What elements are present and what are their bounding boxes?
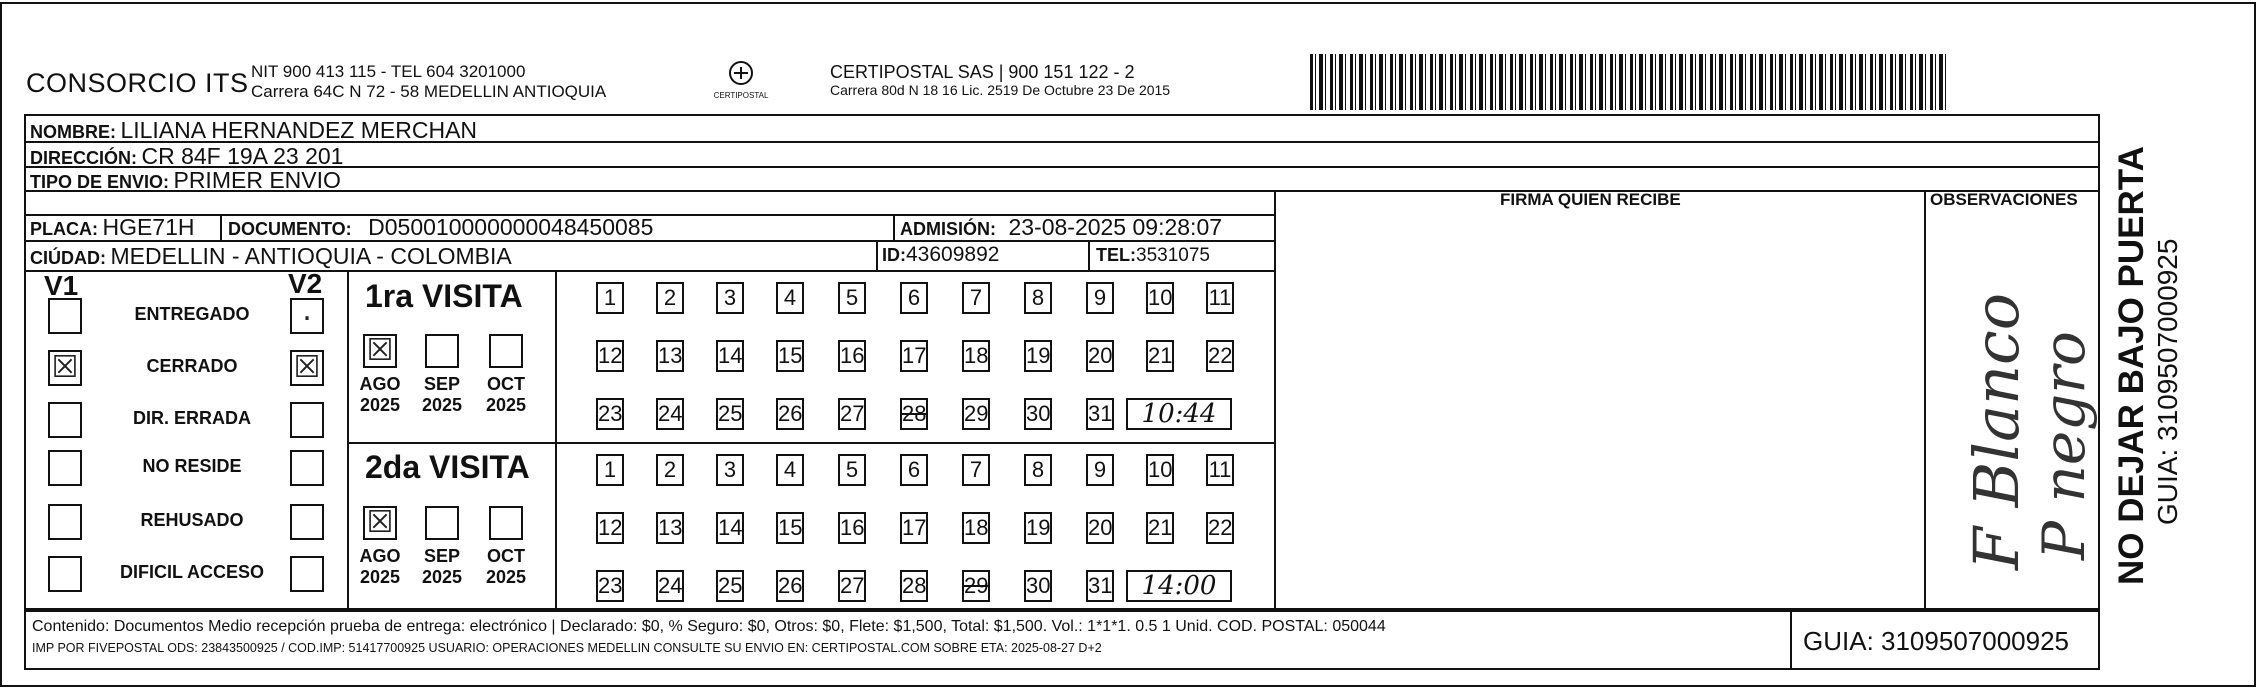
first-visit-day-21[interactable]: 21 <box>1146 340 1174 372</box>
second-visit-day-27[interactable]: 27 <box>838 570 866 602</box>
partner-info <box>830 62 1170 99</box>
direccion-label: DIRECCIÓN: <box>30 148 137 168</box>
nombre-value: LILIANA HERNANDEZ MERCHAN <box>120 117 478 143</box>
direccion-row <box>30 143 343 170</box>
second-visit-day-10[interactable]: 10 <box>1146 454 1174 486</box>
company-nit: NIT 900 413 115 - TEL 604 3201000 <box>251 62 526 81</box>
second-visit-day-31[interactable]: 31 <box>1086 570 1114 602</box>
nombre-row <box>30 117 477 144</box>
admision-value: 23-08-2025 09:28:07 <box>1008 214 1223 240</box>
v2-checkbox[interactable] <box>290 504 324 540</box>
status-label: DIFICIL ACCESO <box>119 562 264 582</box>
first-visit-day-17[interactable]: 17 <box>900 340 928 372</box>
v2-checkbox[interactable] <box>290 402 324 438</box>
logo-emblem-icon <box>726 60 756 86</box>
second-visit-day-29[interactable]: 29 <box>962 570 990 602</box>
barcode <box>1310 54 1950 110</box>
ciudad-label: CIÚDAD: <box>30 248 106 268</box>
first-visit-day-27[interactable]: 27 <box>838 398 866 430</box>
first-visit-time: 10:44 <box>1126 398 1232 430</box>
ciudad-row <box>30 243 512 270</box>
second-visit-day-2[interactable]: 2 <box>656 454 684 486</box>
documento-value: D050010000000048450085 <box>368 214 654 240</box>
second-visit-day-18[interactable]: 18 <box>962 512 990 544</box>
v1-header: V1 <box>44 270 79 301</box>
first-visit-day-3[interactable]: 3 <box>716 282 744 314</box>
v2-header: V2 <box>288 268 323 299</box>
v1-checkbox[interactable] <box>48 298 82 334</box>
status-label: CERRADO <box>146 356 238 376</box>
id-row <box>882 243 999 267</box>
first-visit-day-7[interactable]: 7 <box>962 282 990 314</box>
tipo-label: TIPO DE ENVIO: <box>30 172 170 192</box>
first-visit-day-2[interactable]: 2 <box>656 282 684 314</box>
documento-label: DOCUMENTO: <box>228 219 352 239</box>
month-year: 2025 <box>485 395 527 415</box>
second-visit-month-label <box>483 546 529 588</box>
no-dejar-warning: NO DEJAR BAJO PUERTA <box>2112 146 2151 585</box>
first-visit-month-label <box>357 374 403 416</box>
company-info <box>251 62 606 102</box>
first-visit-day-18[interactable]: 18 <box>962 340 990 372</box>
tipo-row <box>30 167 341 194</box>
v1-checkbox[interactable] <box>48 504 82 540</box>
second-visit-month-checkbox[interactable] <box>489 506 523 540</box>
v2-checkbox[interactable] <box>290 450 324 486</box>
first-visit-month-mark: ☒ <box>366 333 394 368</box>
second-visit-day-7[interactable]: 7 <box>962 454 990 486</box>
observaciones-label: OBSERVACIONES <box>1930 190 2078 209</box>
first-visit-day-28[interactable]: 28 <box>900 398 928 430</box>
documento-row <box>228 214 653 241</box>
footer-imp: IMP POR FIVEPOSTAL ODS: 23843500925 / COD.IMP: 51417700925 USUARIO: OPERACIONES MEDELLIN CONSULTE SU ENVIO EN: CERTIPOSTAL.COM SOBRE ETA: 2025-08-27 D+2 <box>32 641 1102 655</box>
second-visit-title: 2da VISITA <box>365 449 530 485</box>
first-visit-day-22[interactable]: 22 <box>1206 340 1234 372</box>
second-visit-day-26[interactable]: 26 <box>776 570 804 602</box>
second-visit-month-label <box>357 546 403 588</box>
first-visit-month-label <box>483 374 529 416</box>
first-visit-day-16[interactable]: 16 <box>838 340 866 372</box>
second-visit-day-24[interactable]: 24 <box>656 570 684 602</box>
second-visit-day-4[interactable]: 4 <box>776 454 804 486</box>
first-visit-day-23[interactable]: 23 <box>596 398 624 430</box>
second-visit-day-5[interactable]: 5 <box>838 454 866 486</box>
second-visit-day-9[interactable]: 9 <box>1086 454 1114 486</box>
placa-value: HGE71H <box>102 214 195 240</box>
id-label: ID: <box>882 245 906 265</box>
first-visit-day-10[interactable]: 10 <box>1146 282 1174 314</box>
first-visit-day-29[interactable]: 29 <box>962 398 990 430</box>
month-year: 2025 <box>485 567 527 587</box>
second-visit-time: 14:00 <box>1126 570 1232 602</box>
second-visit-month-mark: ☒ <box>366 505 394 540</box>
second-visit-day-12[interactable]: 12 <box>596 512 624 544</box>
month-year: 2025 <box>421 395 463 415</box>
first-visit-month-checkbox[interactable] <box>425 334 459 368</box>
tel-value: 3531075 <box>1136 245 1210 266</box>
month-name: SEP <box>423 374 461 394</box>
first-visit-day-25[interactable]: 25 <box>716 398 744 430</box>
tel-label: TEL: <box>1096 245 1136 265</box>
first-visit-day-14[interactable]: 14 <box>716 340 744 372</box>
second-visit-day-1[interactable]: 1 <box>596 454 624 486</box>
status-label: REHUSADO <box>140 510 244 530</box>
first-visit-day-6[interactable]: 6 <box>900 282 928 314</box>
second-visit-day-19[interactable]: 19 <box>1024 512 1052 544</box>
ciudad-value: MEDELLIN - ANTIOQUIA - COLOMBIA <box>110 243 512 269</box>
certipostal-logo <box>712 60 770 104</box>
first-visit-day-11[interactable]: 11 <box>1206 282 1234 314</box>
second-visit-month-label <box>419 546 465 588</box>
first-visit-day-24[interactable]: 24 <box>656 398 684 430</box>
v1-checkbox[interactable] <box>48 402 82 438</box>
second-visit-day-20[interactable]: 20 <box>1086 512 1114 544</box>
second-visit-day-30[interactable]: 30 <box>1024 570 1052 602</box>
id-value: 43609892 <box>906 243 1000 266</box>
admision-row <box>900 214 1222 241</box>
nombre-label: NOMBRE: <box>30 122 116 142</box>
month-name: SEP <box>423 546 461 566</box>
v2-checkbox[interactable] <box>290 556 324 592</box>
partner-address: Carrera 80d N 18 16 Lic. 2519 De Octubre 23 De 2015 <box>830 82 1171 98</box>
month-name: OCT <box>487 374 525 394</box>
v1-checkbox[interactable] <box>48 450 82 486</box>
status-label: DIR. ERRADA <box>132 408 251 428</box>
placa-label: PLACA: <box>30 219 98 239</box>
status-label: ENTREGADO <box>134 304 250 324</box>
footer-contenido: Contenido: Documentos Medio recepción prueba de entrega: electrónico | Declarado: $0, % Seguro: $0, Otros: $0, Flete: $1,500, Total: $1,500. Vol.: 1*1*1. 0.5 1 Unid. COD. POSTAL: 050044 <box>32 618 1386 635</box>
second-visit-day-11[interactable]: 11 <box>1206 454 1234 486</box>
company-name: CONSORCIO ITS <box>26 68 249 98</box>
first-visit-day-12[interactable]: 12 <box>596 340 624 372</box>
first-visit-day-20[interactable]: 20 <box>1086 340 1114 372</box>
partner-name: CERTIPOSTAL SAS | 900 151 122 - 2 <box>830 62 1135 82</box>
admision-label: ADMISIÓN: <box>900 219 996 239</box>
first-visit-day-8[interactable]: 8 <box>1024 282 1052 314</box>
footer-guia: GUIA: 3109507000925 <box>1803 626 2069 656</box>
first-visit-day-13[interactable]: 13 <box>656 340 684 372</box>
firma-label: FIRMA QUIEN RECIBE <box>1500 190 1681 209</box>
second-visit-month-checkbox[interactable] <box>425 506 459 540</box>
month-year: 2025 <box>359 567 401 587</box>
month-year: 2025 <box>421 567 463 587</box>
status-label: NO RESIDE <box>142 456 242 476</box>
v1-checkbox[interactable] <box>48 556 82 592</box>
month-year: 2025 <box>359 395 401 415</box>
month-name: AGO <box>359 374 401 394</box>
second-visit-day-15[interactable]: 15 <box>776 512 804 544</box>
v2-check-mark: ☒ <box>293 350 321 385</box>
month-name: OCT <box>487 546 525 566</box>
second-visit-day-13[interactable]: 13 <box>656 512 684 544</box>
first-visit-day-5[interactable]: 5 <box>838 282 866 314</box>
first-visit-day-4[interactable]: 4 <box>776 282 804 314</box>
tipo-value: PRIMER ENVIO <box>173 167 341 193</box>
first-visit-month-checkbox[interactable] <box>489 334 523 368</box>
company-address: Carrera 64C N 72 - 58 MEDELLIN ANTIOQUIA <box>251 82 607 101</box>
side-guia: GUIA: 3109507000925 <box>2152 238 2183 525</box>
second-visit-day-25[interactable]: 25 <box>716 570 744 602</box>
handwritten-observation-1: F Blanco <box>1960 292 2033 570</box>
second-visit-day-28[interactable]: 28 <box>900 570 928 602</box>
second-visit-day-16[interactable]: 16 <box>838 512 866 544</box>
placa-row <box>30 214 195 241</box>
second-visit-day-23[interactable]: 23 <box>596 570 624 602</box>
second-visit-day-21[interactable]: 21 <box>1146 512 1174 544</box>
first-visit-title: 1ra VISITA <box>365 278 523 314</box>
first-visit-day-30[interactable]: 30 <box>1024 398 1052 430</box>
handwritten-observation-2: P negro <box>2030 331 2098 560</box>
second-visit-day-8[interactable]: 8 <box>1024 454 1052 486</box>
second-visit-day-22[interactable]: 22 <box>1206 512 1234 544</box>
v1-check-mark: ☒ <box>51 350 79 385</box>
direccion-value: CR 84F 19A 23 201 <box>141 143 344 169</box>
first-visit-day-31[interactable]: 31 <box>1086 398 1114 430</box>
first-visit-day-9[interactable]: 9 <box>1086 282 1114 314</box>
first-visit-day-1[interactable]: 1 <box>596 282 624 314</box>
second-visit-day-3[interactable]: 3 <box>716 454 744 486</box>
second-visit-day-17[interactable]: 17 <box>900 512 928 544</box>
first-visit-month-label <box>419 374 465 416</box>
second-visit-day-14[interactable]: 14 <box>716 512 744 544</box>
first-visit-day-19[interactable]: 19 <box>1024 340 1052 372</box>
month-name: AGO <box>359 546 401 566</box>
tel-row <box>1096 245 1210 267</box>
v2-dot-mark: . <box>302 293 312 328</box>
second-visit-day-6[interactable]: 6 <box>900 454 928 486</box>
first-visit-day-15[interactable]: 15 <box>776 340 804 372</box>
first-visit-day-26[interactable]: 26 <box>776 398 804 430</box>
logo-text: CERTIPOSTAL <box>713 91 769 100</box>
